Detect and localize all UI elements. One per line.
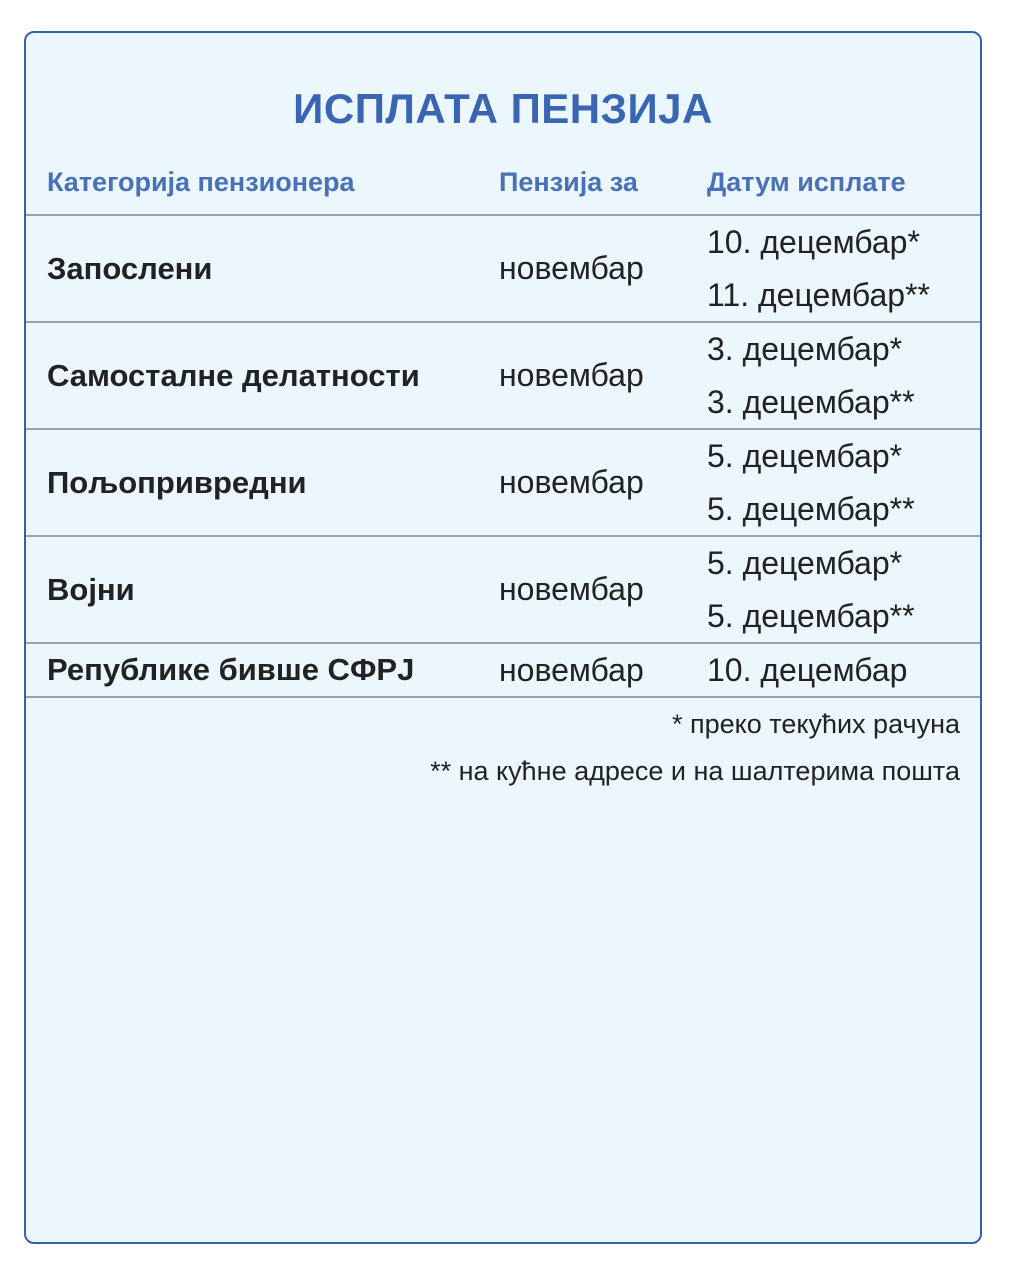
- row-dates: [707, 323, 915, 428]
- row-month: новембар: [499, 571, 644, 607]
- table-row: [26, 323, 980, 430]
- row-category: Војни: [47, 571, 135, 607]
- row-date: 10. децембар*: [707, 223, 920, 260]
- row-month: новембар: [499, 250, 644, 286]
- table-row: [26, 537, 980, 644]
- row-dates: [707, 216, 930, 321]
- row-date: 5. децембар**: [707, 597, 915, 634]
- row-dates: [707, 537, 915, 642]
- row-category: Пољопривредни: [47, 464, 307, 500]
- footnote-bank-account: * преко текућих рачуна: [671, 709, 960, 739]
- row-category: Самосталне делатности: [47, 357, 420, 393]
- row-date: 3. децембар**: [707, 383, 915, 420]
- column-header-pension-for: Пензија за: [499, 167, 638, 197]
- row-date: 10. децембар: [707, 651, 908, 688]
- row-date: 11. децембар**: [707, 276, 930, 313]
- row-category: Републике бивше СФРЈ: [47, 652, 415, 687]
- footnotes: [430, 701, 960, 795]
- table-row: [26, 216, 980, 323]
- page-title: ИСПЛАТА ПЕНЗИЈА: [293, 85, 713, 132]
- table-row: [26, 430, 980, 537]
- row-month: новембар: [499, 464, 644, 500]
- column-header-category: Категорија пензионера: [47, 167, 355, 197]
- row-date: 5. децембар*: [707, 437, 903, 474]
- row-date: 5. децембар*: [707, 544, 903, 581]
- table-row: [26, 644, 980, 698]
- footnote-home-delivery: ** на кућне адресе и на шалтерима пошта: [430, 756, 960, 786]
- row-date: 5. децембар**: [707, 490, 915, 527]
- row-month: новембар: [499, 651, 644, 688]
- row-month: новембар: [499, 357, 644, 393]
- row-dates: [707, 430, 915, 535]
- row-date: 3. децембар*: [707, 330, 903, 367]
- pension-payment-card: [24, 31, 982, 1244]
- row-dates: [707, 644, 907, 696]
- column-header-payment-date: Датум исплате: [707, 167, 906, 197]
- row-category: Запослени: [47, 250, 213, 286]
- pension-table: [26, 214, 980, 698]
